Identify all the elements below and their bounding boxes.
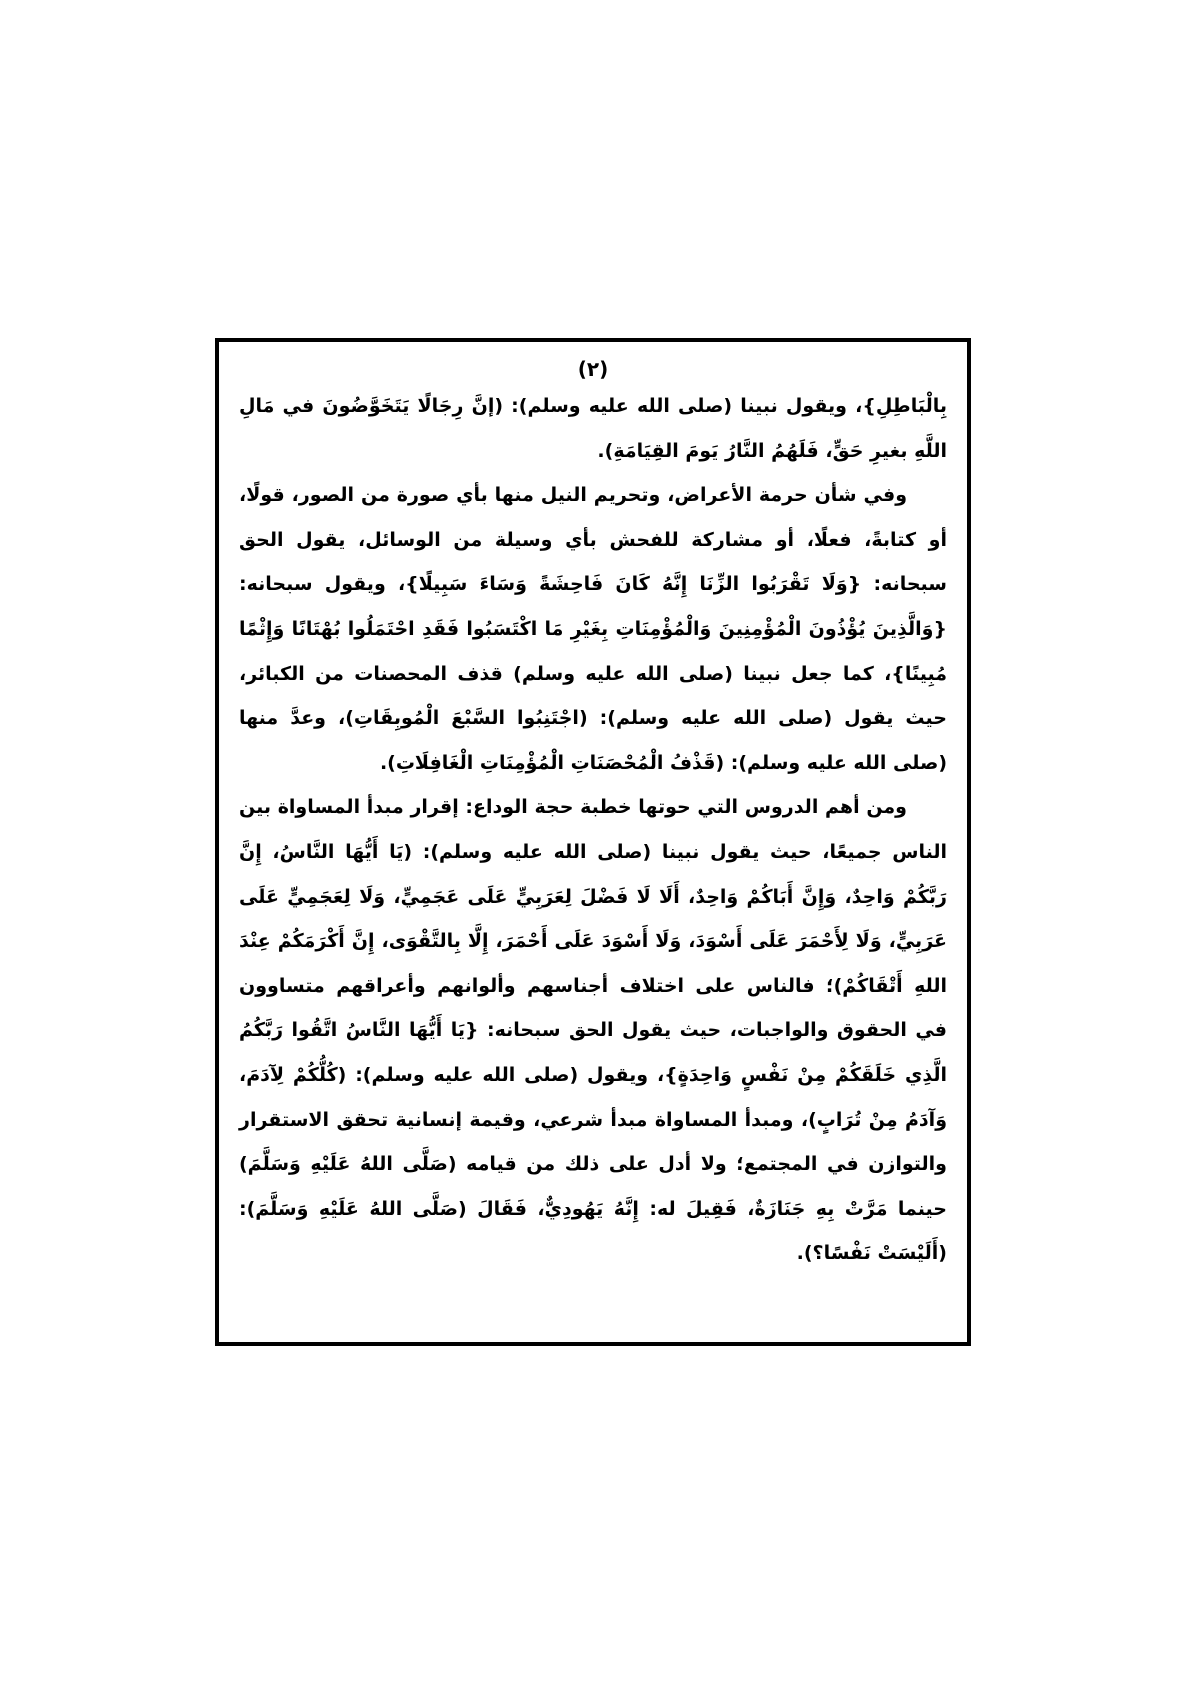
paragraph-honor: وفي شأن حرمة الأعراض، وتحريم النيل منها بأي صورة من الصور، قولًا، أو كتابةً، فعلًا، أو مشاركة للفحش بأي وسيلة من الوسائل، يقول الحق سبحانه: {وَلَا تَقْرَبُوا الزِّنَا إِنَّهُ كَانَ فَاحِشَةً وَسَاءَ سَبِيلًا}، ويقول سبحانه: {وَالَّذِينَ يُؤْذُونَ الْمُؤْمِنِينَ وَالْمُؤْمِنَاتِ بِغَيْرِ مَا اكْتَسَبُوا فَقَدِ احْتَمَلُوا بُهْتَانًا وَإِثْمًا مُبِينًا}، كما جعل نبينا (صلى الله عليه وسلم) قذف المحصنات من الكبائر، حيث يقول (صلى الله عليه وسلم): (اجْتَنِبُوا السَّبْعَ الْمُوبِقَاتِ)، وعدَّ منها (صلى الله عليه وسلم): (قَذْفُ الْمُحْصَنَاتِ الْمُؤْمِنَاتِ الْغَافِلَاتِ). bbox=[239, 484, 947, 774]
page-frame bbox=[215, 338, 971, 1346]
page-number: (٢) bbox=[577, 357, 609, 381]
paragraph-continuation: بِالْبَاطِلِ}، ويقول نبينا (صلى الله عليه وسلم): (إنَّ رِجَالًا يَتَخَوَّضُونَ في مَالِ اللَّهِ بغيرِ حَقٍّ، فَلَهُمُ النَّارُ يَومَ القِيَامَةِ). bbox=[239, 395, 947, 462]
paragraph-equality: ومن أهم الدروس التي حوتها خطبة حجة الوداع: إقرار مبدأ المساواة بين الناس جميعًا، حيث يقول نبينا (صلى الله عليه وسلم): (يَا أَيُّهَا النَّاسُ، إِنَّ رَبَّكُمْ وَاحِدٌ، وَإِنَّ أَبَاكُمْ وَاحِدٌ، أَلَا لَا فَضْلَ لِعَرَبِيٍّ عَلَى عَجَمِيٍّ، وَلَا لِعَجَمِيٍّ عَلَى عَرَبِيٍّ، وَلَا لِأَحْمَرَ عَلَى أَسْوَدَ، وَلَا أَسْوَدَ عَلَى أَحْمَرَ، إِلَّا بِالتَّقْوَى، إِنَّ أَكْرَمَكُمْ عِنْدَ اللهِ أَتْقَاكُمْ)؛ فالناس على اختلاف أجناسهم وألوانهم وأعراقهم متساوون في الحقوق والواجبات، حيث يقول الحق سبحانه: {يَا أَيُّهَا النَّاسُ اتَّقُوا رَبَّكُمُ الَّذِي خَلَقَكُمْ مِنْ نَفْسٍ وَاحِدَةٍ}، ويقول (صلى الله عليه وسلم): (كُلُّكُمْ لِآدَمَ، وَآدَمُ مِنْ تُرَابٍ)، ومبدأ المساواة مبدأ شرعي، وقيمة إنسانية تحقق الاستقرار والتوازن في المجتمع؛ ولا أدل على ذلك من قيامه (صَلَّى اللهُ عَلَيْهِ وَسَلَّمَ) حينما مَرَّتْ بِهِ جَنَازَةٌ، فَقِيلَ له: إِنَّهُ يَهُودِيٌّ، فَقَالَ (صَلَّى اللهُ عَلَيْهِ وَسَلَّمَ): (أَلَيْسَتْ نَفْسًا؟). bbox=[239, 796, 947, 1265]
page-content bbox=[239, 354, 947, 1276]
